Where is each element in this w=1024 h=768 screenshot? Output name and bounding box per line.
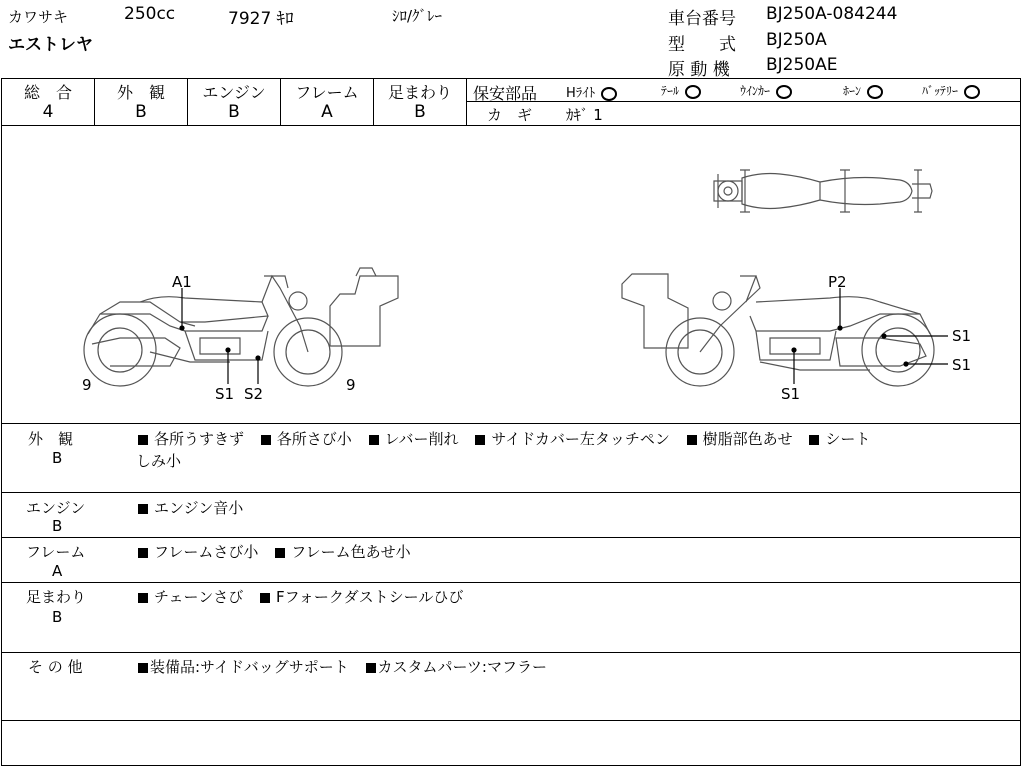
bullet-square-icon — [687, 435, 697, 445]
ok-circle-icon — [867, 85, 883, 99]
note-category-engine: エンジン — [26, 499, 86, 517]
grade-col-sep — [466, 78, 467, 125]
note-grade-suspension: B — [52, 608, 63, 626]
bullet-square-icon — [138, 435, 148, 445]
note-category-frame: フレーム — [26, 543, 86, 561]
note-divider-4 — [1, 652, 1021, 653]
key-label: カ ギ — [487, 106, 533, 124]
note-wrap-exterior: しみ小 — [136, 452, 182, 470]
note-grade-exterior: B — [52, 449, 63, 467]
damage-label: S1 — [952, 327, 972, 345]
note-category-other: そ の 他 — [28, 658, 83, 676]
note-items-other: 装備品:サイドバッグサポート カスタムパーツ:マフラー — [136, 656, 557, 677]
note-category-exterior: 外 観 — [28, 430, 74, 448]
color: ｼﾛ/ｸﾞﾚｰ — [392, 7, 443, 25]
motorcycle-top-view — [714, 170, 932, 212]
bullet-square-icon — [369, 435, 379, 445]
damage-label: 9 — [346, 376, 356, 394]
grade-label-engine: エンジン — [202, 83, 266, 102]
note-items-frame: フレームさび小 フレーム色あせ小 — [136, 541, 421, 562]
key-value: ｶｷﾞ 1 — [566, 106, 603, 124]
safety-item-headlight: Hﾗｲﾄ — [566, 82, 617, 101]
bullet-square-icon — [138, 663, 148, 673]
bullet-square-icon — [138, 504, 148, 514]
damage-label: S1 — [952, 356, 972, 374]
safety-label: 保安部品 — [473, 84, 538, 103]
bullet-square-icon — [366, 663, 376, 673]
note-category-suspension: 足まわり — [26, 588, 87, 606]
grade-value-suspension: B — [414, 102, 426, 122]
bullet-square-icon — [809, 435, 819, 445]
grade-label-overall: 総 合 — [23, 83, 72, 102]
safety-divider — [467, 101, 1021, 102]
note-items-exterior: 各所うすきず 各所さび小 レバー削れ サイドカバー左タッチペン 樹脂部色あせ シート — [136, 428, 880, 449]
damage-label: A1 — [172, 273, 192, 291]
grade-value-frame: A — [321, 102, 333, 122]
maker: カワサキ — [8, 8, 69, 26]
safety-item-horn: ﾎｰﾝ — [843, 82, 883, 99]
grade-label-exterior: 外 観 — [116, 83, 165, 102]
ok-circle-icon — [685, 85, 701, 99]
note-divider-2 — [1, 537, 1021, 538]
bullet-square-icon — [260, 593, 270, 603]
damage-label: S1 — [215, 385, 235, 403]
damage-label: S2 — [244, 385, 264, 403]
bullet-square-icon — [475, 435, 485, 445]
motorcycle-right-side — [622, 274, 934, 386]
engine-value: BJ250AE — [766, 55, 838, 75]
grade-label-suspension: 足まわり — [387, 83, 452, 102]
bullet-square-icon — [261, 435, 271, 445]
bullet-square-icon — [138, 593, 148, 603]
damage-label: S1 — [781, 385, 801, 403]
mileage: 7927 ｷﾛ — [228, 9, 294, 29]
motorcycle-left-side — [84, 268, 398, 386]
note-divider-1 — [1, 492, 1021, 493]
diagram-bottom — [1, 423, 1021, 424]
note-items-suspension: チェーンさび Fフォークダストシールひび — [136, 586, 473, 607]
note-grade-engine: B — [52, 517, 63, 535]
safety-item-winker: ｳｲﾝｶｰ — [740, 82, 792, 99]
type-value: BJ250A — [766, 30, 827, 50]
note-items-engine: エンジン音小 — [136, 497, 253, 518]
damage-label: P2 — [828, 273, 847, 291]
grade-value-overall: 4 — [42, 102, 54, 122]
ok-circle-icon — [776, 85, 792, 99]
note-divider-3 — [1, 582, 1021, 583]
grade-label-frame: フレーム — [295, 83, 359, 102]
safety-item-battery: ﾊﾞｯﾃﾘｰ — [922, 82, 980, 99]
frame-no: BJ250A-084244 — [766, 4, 898, 24]
damage-label: 9 — [82, 376, 92, 394]
motorcycle-diagram — [0, 126, 1024, 422]
ok-circle-icon — [964, 85, 980, 99]
grade-value-engine: B — [228, 102, 240, 122]
bullet-square-icon — [138, 548, 148, 558]
type-label: 型 式 — [668, 35, 736, 55]
engine-label: 原 動 機 — [668, 60, 730, 80]
ok-circle-icon — [601, 87, 617, 101]
note-divider-5 — [1, 720, 1021, 721]
frame-no-label: 車台番号 — [668, 9, 736, 29]
displacement: 250cc — [124, 4, 176, 24]
bullet-square-icon — [275, 548, 285, 558]
safety-item-tail: ﾃｰﾙ — [661, 82, 701, 99]
note-grade-frame: A — [52, 562, 63, 580]
model-name: エストレヤ — [8, 35, 93, 55]
grade-value-exterior: B — [135, 102, 147, 122]
